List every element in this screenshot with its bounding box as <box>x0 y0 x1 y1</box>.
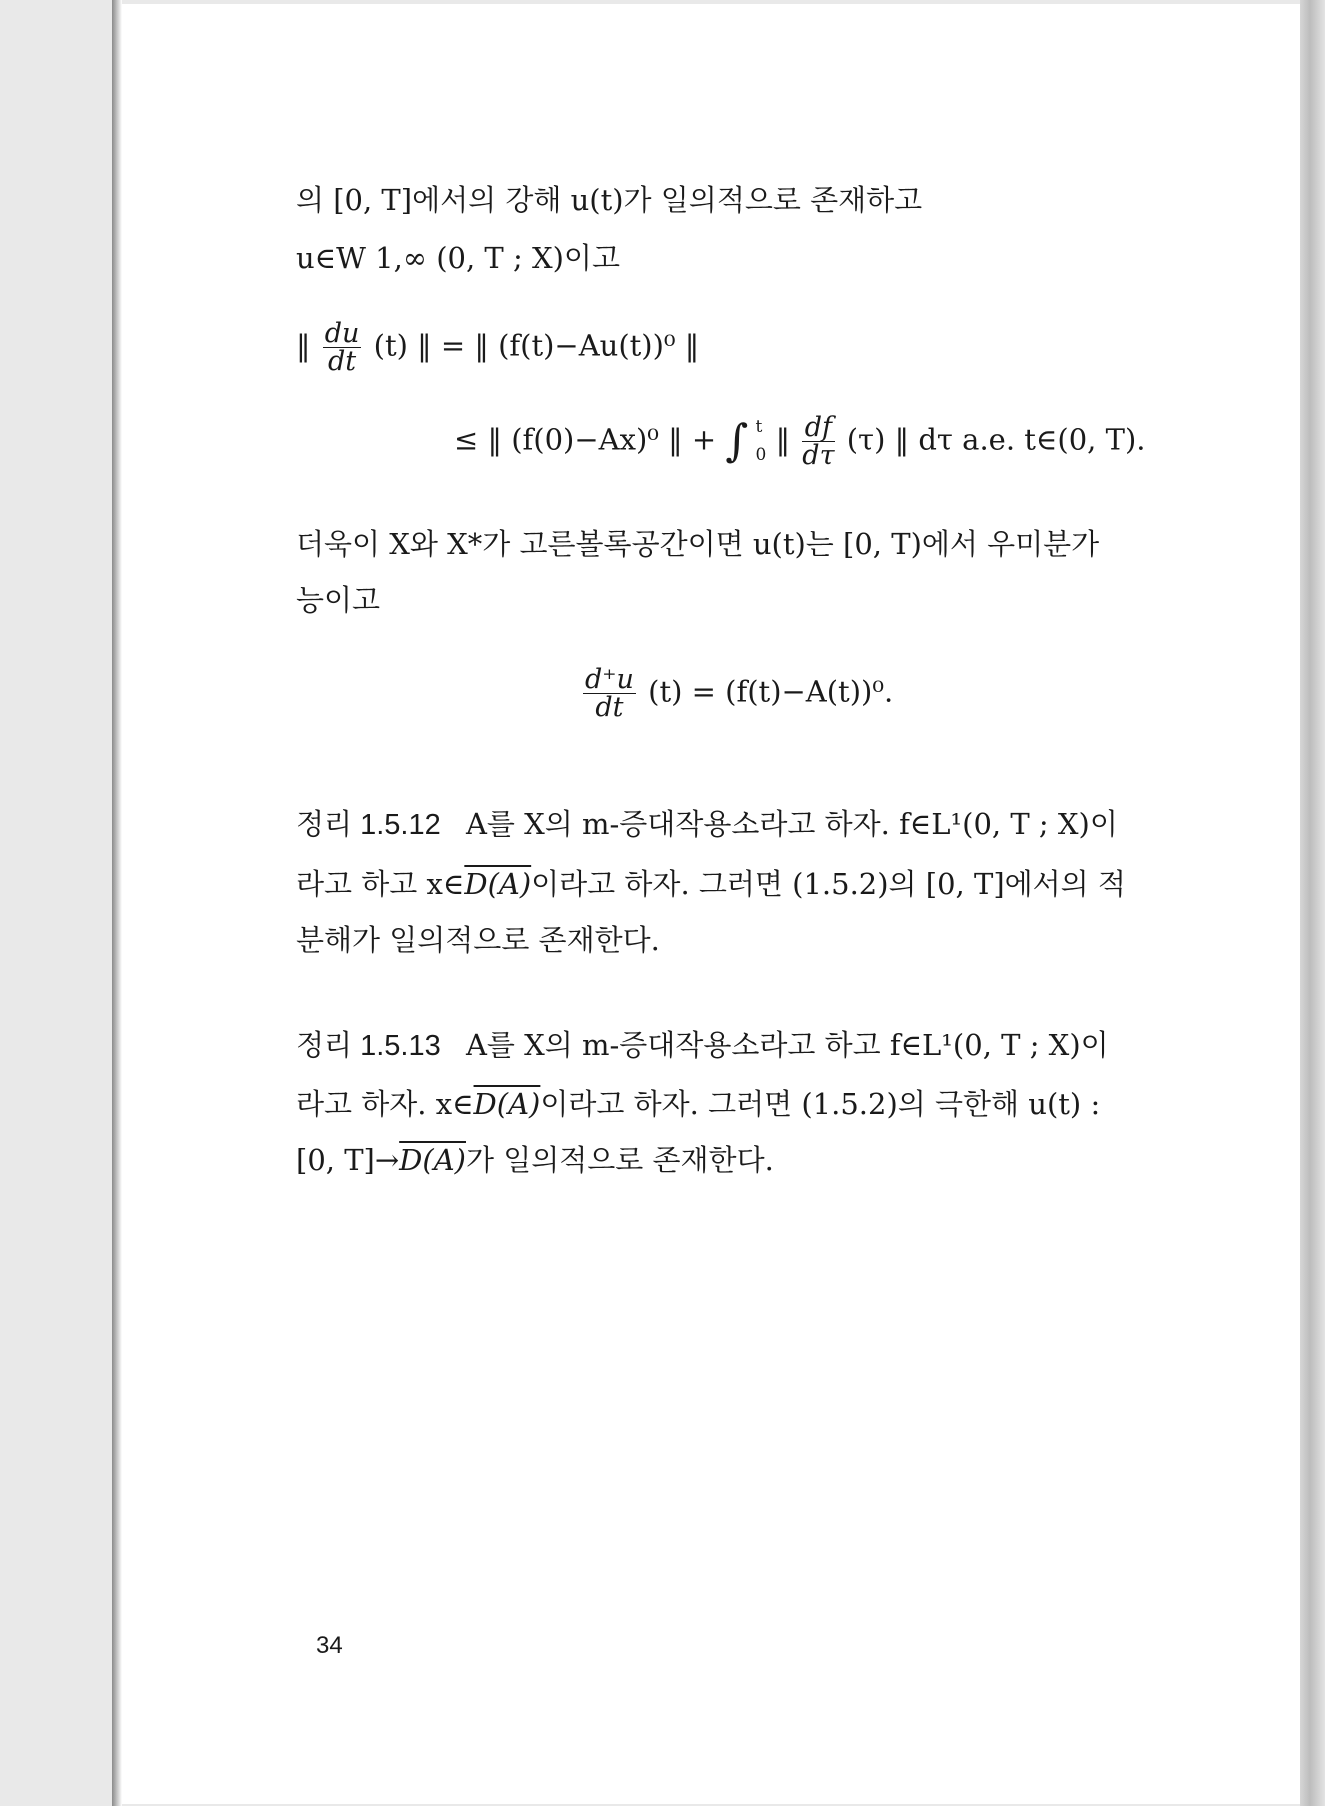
fraction-numerator: d⁺u <box>585 664 634 695</box>
paragraph-line: u∈W 1,∞ (0, T ; X)이고 <box>296 241 620 275</box>
fraction-denominator: dt <box>327 346 357 377</box>
closure-overline: D(A) <box>464 867 532 901</box>
equation-line <box>580 666 893 721</box>
fraction <box>323 320 362 375</box>
theorem-line <box>296 1087 1101 1121</box>
theorem-text: 이라고 하자. 그러면 (1.5.2)의 극한해 u(t) : <box>540 1087 1101 1121</box>
equation-text: (t) = (f(t)−A(t))⁰. <box>648 674 894 709</box>
theorem-line: 분해가 일의적으로 존재한다. <box>296 923 660 957</box>
page-binding-edge <box>112 0 122 1806</box>
fraction <box>802 414 834 469</box>
theorem-text: A를 X의 m-증대작용소라고 하자. f∈L¹(0, T ; X)이 <box>465 807 1118 841</box>
integral-sign: ∫ <box>725 415 749 467</box>
page-right-shadow <box>1300 0 1325 1806</box>
theorem-line <box>296 807 1118 841</box>
norm-symbol: ‖ <box>775 422 800 457</box>
theorem-text: 라고 하고 x∈ <box>296 867 465 901</box>
theorem-text: A를 X의 m-증대작용소라고 하고 f∈L¹(0, T ; X)이 <box>465 1028 1109 1062</box>
closure-overline: D(A) <box>399 1143 466 1177</box>
integral-lower-limit: 0 <box>755 444 767 465</box>
theorem-text: [0, T]→ <box>296 1143 400 1177</box>
theorem-line <box>296 867 1126 901</box>
fraction-denominator: dτ <box>802 440 835 471</box>
theorem-text: 가 일의적으로 존재한다. <box>466 1143 774 1177</box>
fraction-numerator: df <box>802 414 834 442</box>
norm-symbol: ‖ <box>296 328 311 363</box>
page-number: 34 <box>316 1632 343 1659</box>
equation-text: (τ) ‖ dτ a.e. t∈(0, T). <box>846 422 1146 457</box>
theorem-line <box>296 1028 1109 1062</box>
paragraph-line: 의 [0, T]에서의 강해 u(t)가 일의적으로 존재하고 <box>296 183 923 217</box>
equation-text: ≤ ‖ (f(0)−Ax)⁰ ‖ + <box>454 422 726 457</box>
theorem-text: 라고 하자. x∈ <box>296 1087 474 1121</box>
integral-limits <box>756 414 767 468</box>
fraction-numerator: du <box>324 318 360 349</box>
paragraph-line: 더욱이 X와 X*가 고른볼록공간이면 u(t)는 [0, T)에서 우미분가 <box>296 527 1100 561</box>
theorem-text: 이라고 하자. 그러면 (1.5.2)의 [0, T]에서의 적 <box>531 867 1126 901</box>
theorem-label: 정리 1.5.13 <box>296 1030 441 1062</box>
theorem-line <box>296 1143 774 1177</box>
equation-line <box>454 414 1145 469</box>
theorem-label: 정리 1.5.12 <box>296 809 441 841</box>
equation-line <box>296 320 699 375</box>
paragraph-line: 능이고 <box>296 583 381 617</box>
integral-upper-limit: t <box>755 417 763 438</box>
fraction-denominator: dt <box>595 692 624 723</box>
fraction <box>583 666 636 721</box>
closure-overline: D(A) <box>473 1087 541 1121</box>
equation-text: (t) ‖ = ‖ (f(t)−Au(t))⁰ ‖ <box>373 328 700 363</box>
